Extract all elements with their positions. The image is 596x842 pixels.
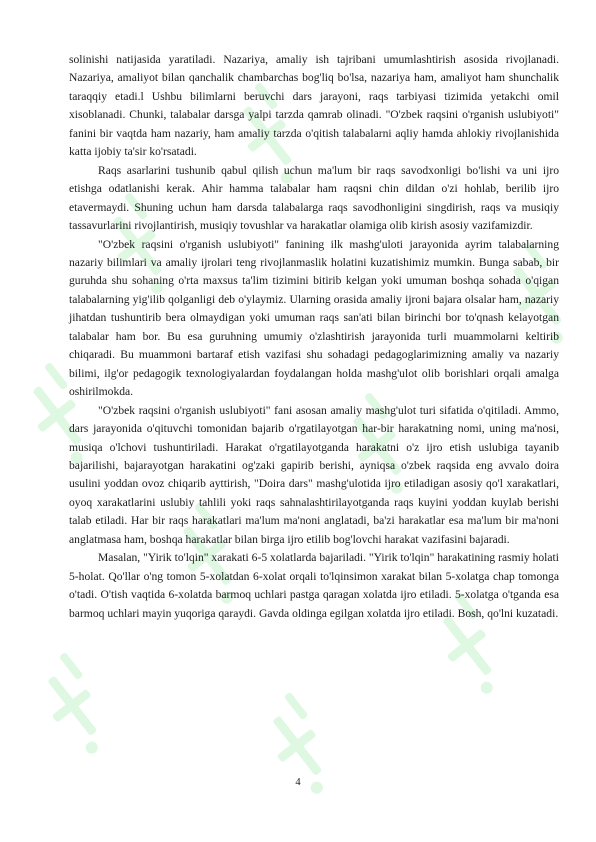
paragraph-5: Masalan, "Yirik to'lqin" xarakati 6-5 xolatlarda bajariladi. "Yirik to'lqin" harakatining rasmiy holati 5-holat. Qo'llar o'ng tomon 5-xolatdan 6-xolat orqali to'lqinsimon xarakat bilan 5-xolatga chap tomonga o'tadi. O'tish vaqtida 6-xolatda barmoq uchlari pastga qaragan xolatda ijro etiladi. 5-xolatga o'tganda esa barmoq uchlari mayin yuqoriga qaraydi. Gavda oldinga egilgan xolatda ijro etiladi. Bosh, qo'lni kuzatadi. (69, 551, 559, 620)
document-body (69, 51, 559, 623)
paragraph-4: "O'zbek raqsini o'rganish uslubiyoti" fani asosan amaliy mashg'ulot turi sifatida o'qitiladi. Ammo, dars jarayonida o'qituvchi tomonidan bajarib o'rgatilayotgan har-bir harakatning nomi, uning ma'nosi, musiqa o'lchovi tushuntiriladi. Harakat o'rgatilayotganda harakatni o'z ijro etish uslubiga tayanib bajarilishi, bajarayotgan harakatini og'zaki gapirib berishi, ayniqsa o'zbek raqsida eng avvalo doira usulini yoddan ovoz chiqarib ayttirish, "Doira dars" mashg'ulotida ijro etiladigan asosiy qo'l xarakatlari, oyoq xarakatlarini uslubiy tahlili yoki raqs sahnalashtirilayotganda raqs kuyini yoddan kuylab berishi talab etiladi. Har bir raqs harakatlari ma'lum ma'noni anglatadi, ba'zi harakatlar esa ma'lum bir ma'noni anglatmasa ham, boshqa harakatlar bilan birga ijro etilib bog'lovchi harakat vazifasini bajaradi. (69, 403, 559, 546)
page-number: 4 (295, 777, 301, 788)
paragraph-2: Raqs asarlarini tushunib qabul qilish uchun ma'lum bir raqs savodxonligi bo'lishi va uni ijro etishga odatlanishi kerak. Ahir hamma talabalar ham raqsni chin dildan o'zi hohlab, berilib ijro etavermaydi. Shuning uchun ham darsda talabalarga raqs savodhonligini singdirish, raqs va musiqiy tassavurlarini rivojlantirish, musiqiy tovushlar va harakatlar olamiga olib kirish asosiy vazifamizdir. (69, 163, 559, 233)
paragraph-3: "O'zbek raqsini o'rganish uslubiyoti" fanining ilk mashg'uloti jarayonida ayrim talabalarning nazariy bilimlari va amaliy ijrolari teng rivojlanmaslik holatini kuzatishimiz mumkin. Bunga sabab, bir guruhda shu sohaning o'rta maxsus ta'lim tizimini bitirib kelgan yoki umuman boshqa sohada o'qigan talabalarning yig'ilib qolganligi deb o'ylaymiz. Ularning orasida amaliy ijroni bajara olsalar ham, nazariy jihatdan tushuntirib bera olmaydigan yoki umuman raqs san'ati bilan birinchi bor to'qnash kelayotgan talabalar ham bor. Bu esa guruhning umumiy o'zlashtirish jarayonida turli muammolarni keltirib chiqaradi. Bu muammoni bartaraf etish vazifasi shu sohadagi pedagoglarimizning amaliy va nazariy bilimi, ilg'or pedagogik texnologiyalardan foydalangan holda mashg'ulot olib borishlari orqali amalga oshirilmokda. (69, 237, 559, 399)
paragraph-1: solinishi natijasida yaratiladi. Nazariya, amaliy ish tajribani umumlashtirish asosida rivojlanadi. Nazariya, amaliyot bilan qanchalik chambarchas bog'liq bo'lsa, nazariya ham, amaliyot ham shunchalik taraqqiy etadi.l Ushbu bilimlarni beruvchi dars jarayoni, raqs tarbiyasi tizimida yetakchi omil xisoblanadi. Chunki, talabalar darsga yalpi tarzda qamrab olinadi. "O'zbek raqsini o'rganish uslubiyoti" fanini bir vaqtda ham nazariy, ham amaliy tarzda o'qitish talabalarni aqliy hamda ahlokiy rivojlanishida katta ijobiy ta'sir ko'rsatadi. (69, 53, 559, 159)
